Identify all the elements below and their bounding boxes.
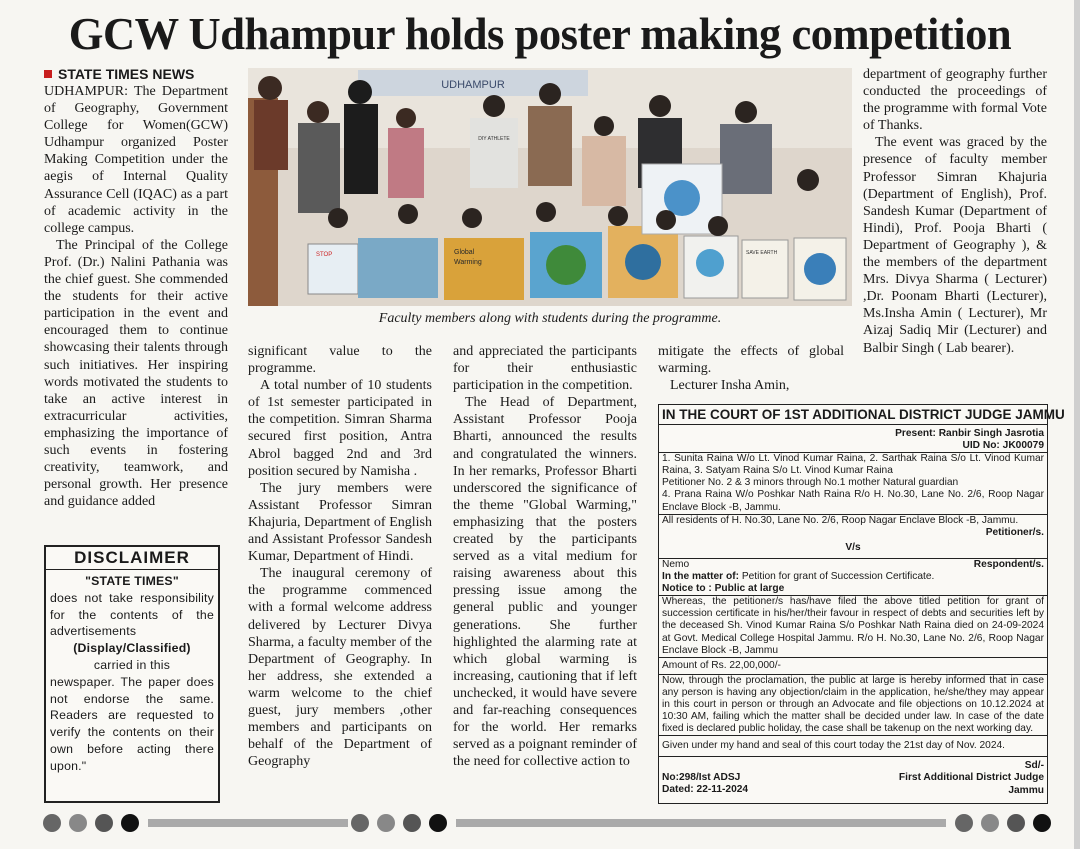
- event-photo: [248, 68, 852, 306]
- disclaimer-box: [44, 545, 220, 803]
- paragraph: significant value to the programme.: [248, 344, 432, 377]
- shirt-text: DIY ATHLETE: [478, 136, 510, 142]
- court-matter-label: In the matter of:: [662, 571, 739, 583]
- paragraph: mitigate the effects of global warming.: [658, 344, 844, 377]
- page-divider: [0, 808, 1080, 838]
- article-column-2: [248, 343, 432, 770]
- poster-text: Warming: [454, 259, 482, 266]
- paragraph: A total number of 10 students of 1st semester participated in the competition. Simran Sharma secured first position, Antra Abrol bagged 2nd and 3rd position secured by Namisha .: [248, 378, 432, 479]
- article-column-1: [44, 66, 228, 510]
- paragraph: The Principal of the College Prof. (Dr.) Nalini Pathania was the chief guest. She commended the students for their active participation in the event and encouraged them to continue showcasing their talents through such initiatives. Her inspiring words motivated the students to take an active interest in extracurricular activities, emphasizing the importance of such events in fostering creativity, teamwork, and personal growth. Her presence and guidance added: [44, 237, 228, 510]
- court-petitioner-4: 4. Prana Raina W/o Poshkar Nath Raina R/o H. No.30, Lane No. 2/6, Roop Nagar Enclave Block -B, Jammu.: [662, 489, 1044, 513]
- court-matter: [662, 571, 1044, 583]
- disclaimer-name: "STATE TIMES": [85, 574, 179, 588]
- banner-text: UDHAMPUR: [441, 79, 505, 91]
- court-footer: [659, 756, 1047, 796]
- court-petitioners: 1. Sunita Raina W/o Lt. Vinod Kumar Raina, 2. Sarthak Raina S/o Lt. Vinod Kumar Raina, 3. Satyam Raina S/o Lt. Vinod Kumar Raina: [659, 452, 1047, 477]
- photo-caption: Faculty members along with students during the programme.: [378, 311, 722, 326]
- court-number: No:298/Ist ADSJ: [662, 772, 741, 784]
- headline: GCW Udhampur holds poster making competition: [68, 9, 1012, 59]
- paragraph: Lecturer Insha Amin,: [670, 378, 790, 394]
- paragraph: The jury members were Assistant Professor Simran Khajuria, Department of English and Assistant Professor Sandesh Kumar, Department of Hindi.: [248, 480, 432, 565]
- court-amount: Amount of Rs. 22,00,000/-: [659, 657, 1047, 674]
- court-petitioner-label: Petitioner/s.: [985, 526, 1044, 538]
- court-vs: V/s: [845, 541, 861, 553]
- court-notice: [658, 404, 1065, 804]
- court-respondent-label: Respondent/s.: [973, 558, 1044, 570]
- paragraph: The Head of Department, Assistant Professor Pooja Bharti, announced the results and congratulated the winners. In her remarks, Professor Bharti underscored the significance of the theme "Global Warming," emphasizing that the posters created by the participants served as a vital medium for raising awareness about this pressing issue among the general public and younger generations. She further highlighted the alarming rate at which global warming is increasing, cautioning that if left unchecked, it would have severe and far-reaching consequences for the world. Her remarks served as a poignant reminder of the need for collective action to: [453, 395, 637, 770]
- byline-text: STATE TIMES NEWS: [58, 66, 195, 82]
- disclaimer-kind: (Display/Classified): [73, 641, 191, 656]
- paragraph: The inaugural ceremony of the programme commenced with a formal welcome address delivered by Lecturer Divya Sharma, a faculty member of the Department of Geography. In her address, she extended a warm welcome to the chief guest, jury members ,other members and participants on behalf of the Department of Geography: [248, 566, 432, 770]
- court-proclamation: Now, through the proclamation, the public at large is hereby informed that in case any person is having any objection/claim in the application, he/she/they may appear in this court in person or through an Advocate and file objections on 10.12.2024 at 10:30 AM, failing which the matter shall be decided under law. In case of the date fixed is declared public holiday, the case shall be takenup on the next working day.: [659, 674, 1047, 735]
- court-nemo: Nemo: [662, 558, 690, 570]
- divider-bar: [148, 819, 348, 827]
- court-whereas: Whereas, the petitioner/s has/have filed the above titled petition for grant of succession certificate in his/her/their favour in respect of debts and securities left by the deceased Sh. Vinod Kumar Raina S/o Poshkar Nath Raina died on 24-09-2024 at Govt. Medical College Hospital Jammu. R/o H. No.30, Lane No. 2/6, Roop Nagar Enclave Block -B, Jammu: [659, 595, 1047, 656]
- court-uid: UID No: JK00079: [962, 440, 1044, 452]
- page-edge: [1074, 0, 1080, 849]
- court-sd: Sd/-: [1024, 760, 1044, 772]
- court-petitioners-guardian: Petitioner No. 2 & 3 minors through No.1 mother Natural guardian: [662, 477, 959, 489]
- court-dated: Dated: 22-11-2024: [662, 784, 749, 796]
- byline: [44, 66, 228, 83]
- disclaimer-carried: carried in this: [93, 657, 171, 672]
- court-present: Present: Ranbir Singh Jasrotia: [895, 428, 1044, 439]
- court-residents: All residents of H. No.30, Lane No. 2/6, Roop Nagar Enclave Block -B, Jammu.: [659, 514, 1047, 527]
- divider-dots-mid: [351, 814, 447, 832]
- court-footer-right: [899, 760, 1044, 796]
- court-jammu: Jammu: [1008, 784, 1044, 796]
- article-column-5: [863, 66, 1047, 357]
- group-photo-illustration: [248, 68, 852, 306]
- paragraph: The event was graced by the presence of faculty member Professor Simran Khajuria (Department of English), Prof. Sandesh Kumar (Department of Hindi), Prof. Pooja Bharti ( Department of Geography ), & the members of the department Mrs. Divya Sharma ( Lecturer) ,Dr. Poonam Bharti (Lecturer), Ms.Insha Amin ( Lecturer), Mr Aizaj Sadiq Mir (Lecturer) and Balbir Singh ( Lab bearer).: [863, 135, 1047, 356]
- paragraph: department of geography further conducted the proceedings of the programme with formal Vote of Thanks.: [863, 67, 1047, 134]
- divider-dots-left: [43, 814, 139, 832]
- court-respondent-row: [659, 558, 1047, 571]
- court-given: Given under my hand and seal of this court today the 21st day of Nov. 2024.: [659, 735, 1047, 756]
- bullet-square-icon: [44, 70, 52, 78]
- paragraph: UDHAMPUR: The Department of Geography, Government College for Women(GCW) Udhampur organized Poster Making Competition under the aegis of Internal Quality Assurance Cell (IQAC) as a part of academic activity in the college campus.: [44, 84, 228, 236]
- poster-text: STOP: [316, 252, 333, 258]
- court-footer-left: [662, 760, 748, 796]
- divider-bar: [456, 819, 946, 827]
- poster-text: SAVE EARTH: [746, 250, 778, 256]
- disclaimer-line: newspaper. The paper does not endorse the same. Readers are requested to verify the contents on their own before acting there upon.": [50, 674, 214, 773]
- court-matter-text: Petition for grant of Succession Certificate.: [741, 571, 935, 583]
- court-title: IN THE COURT OF 1ST ADDITIONAL DISTRICT JUDGE JAMMU: [659, 405, 1047, 425]
- disclaimer-title: DISCLAIMER: [46, 547, 218, 570]
- article-column-4: [658, 343, 844, 394]
- poster-text: Global: [454, 249, 475, 256]
- paragraph: and appreciated the participants for their enthusiastic participation in the competition.: [453, 344, 637, 394]
- disclaimer-body: [50, 573, 214, 775]
- court-notice-to: Notice to : Public at large: [662, 583, 785, 595]
- article-column-3: [453, 343, 637, 770]
- court-judge: First Additional District Judge: [898, 772, 1044, 784]
- divider-dots-right: [955, 814, 1051, 832]
- disclaimer-line: does not take responsibility for the contents of the advertisements: [50, 590, 214, 639]
